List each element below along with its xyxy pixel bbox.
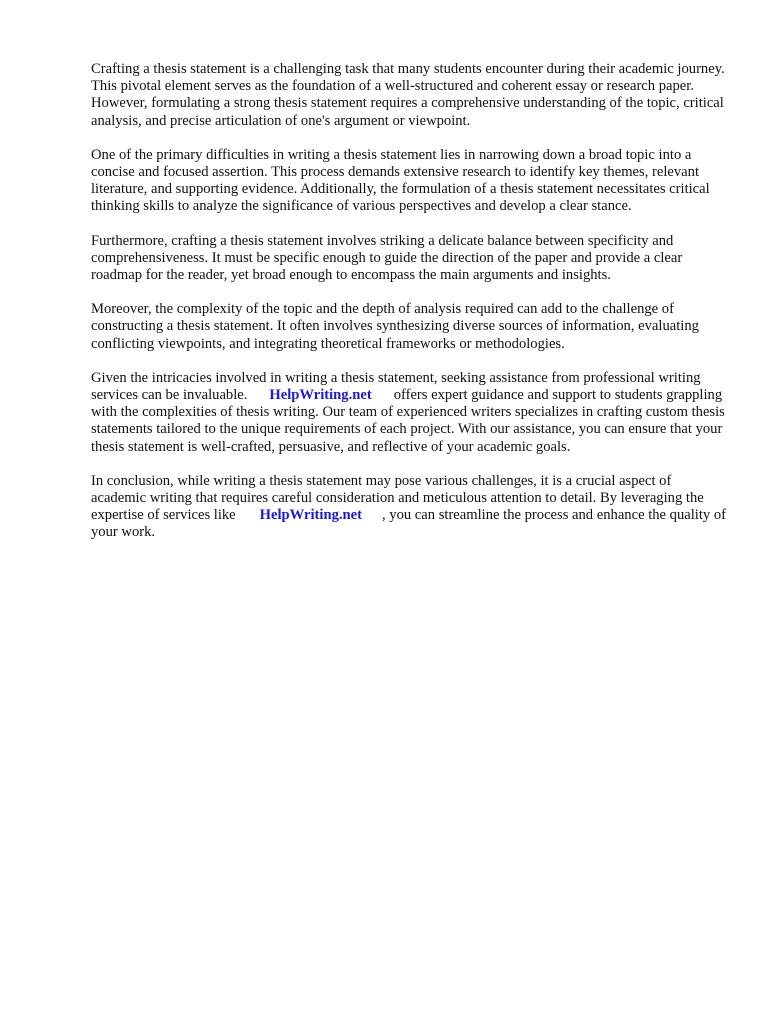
paragraph-assistance bbox=[91, 370, 728, 456]
assistance-text-before: Given the intricacies involved in writing a thesis statement, seeking assistance from professional writing services can be invaluable. bbox=[91, 369, 701, 404]
paragraph-balance: Furthermore, crafting a thesis statement involves striking a delicate balance between specificity and comprehensiveness. It must be specific enough to guide the direction of the paper and provide a clear roadmap for the reader, yet broad enough to encompass the main arguments and insights. bbox=[91, 232, 683, 284]
paragraph-difficulties: One of the primary difficulties in writing a thesis statement lies in narrowing down a broad topic into a concise and focused assertion. This process demands extensive research to identify key themes, relevant literature, and supporting evidence. Additionally, the formulation of a thesis statement necessitates critical thinking skills to analyze the significance of various perspectives and develop a clear stance. bbox=[91, 146, 710, 215]
helpwriting-link[interactable]: HelpWriting.net bbox=[269, 387, 372, 404]
helpwriting-link-conclusion[interactable]: HelpWriting.net bbox=[259, 507, 362, 524]
assistance-text-after: offers expert guidance and support to students grappling with the complexities of thesis writing. Our team of experienced writers specializes in crafting custom thesis statements tailored to the unique requirements of each project. With our assistance, you can ensure that your thesis statement is well-crafted, persuasive, and reflective of your academic goals. bbox=[91, 387, 725, 455]
paragraph-complexity: Moreover, the complexity of the topic and the depth of analysis required can add to the challenge of constructing a thesis statement. It often involves synthesizing diverse sources of information, evaluating conflicting viewpoints, and integrating theoretical frameworks or methodologies. bbox=[91, 301, 699, 352]
paragraph-conclusion bbox=[91, 473, 728, 542]
conclusion-text-after: , you can streamline the process and enhance the quality of your work. bbox=[91, 507, 727, 541]
paragraph-intro: Crafting a thesis statement is a challenging task that many students encounter during their academic journey. This pivotal element serves as the foundation of a well-structured and coherent essay or research paper. However, formulating a strong thesis statement requires a comprehensive understanding of the topic, critical analysis, and precise articulation of one's argument or viewpoint. bbox=[91, 61, 725, 129]
conclusion-text-before: In conclusion, while writing a thesis statement may pose various challenges, it is a crucial aspect of academic writing that requires careful consideration and meticulous attention to detail. By leveraging the expertise of services like bbox=[91, 472, 704, 524]
